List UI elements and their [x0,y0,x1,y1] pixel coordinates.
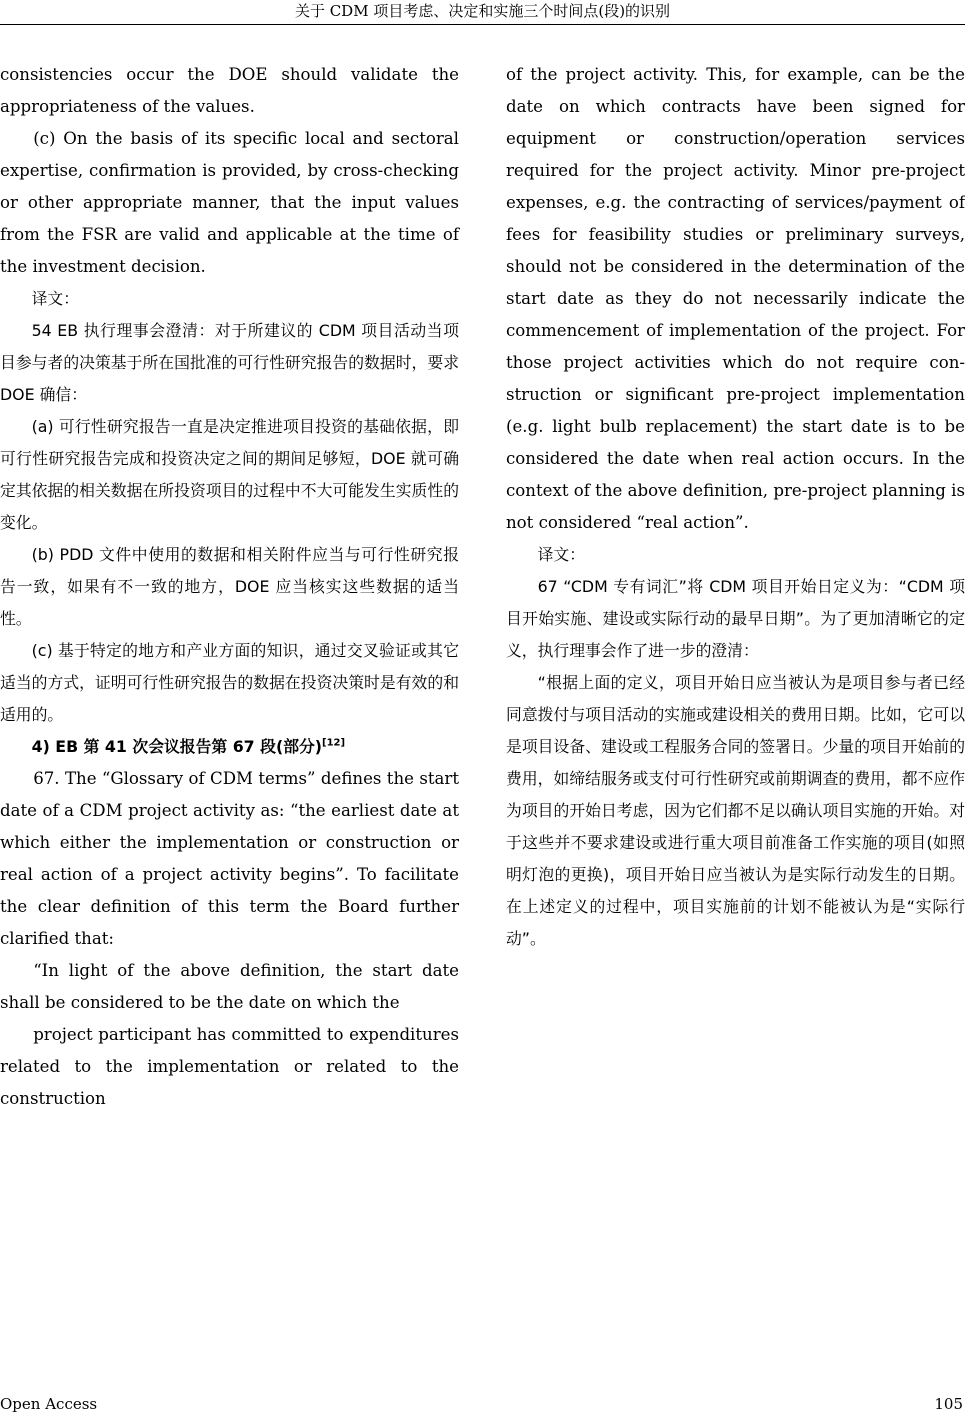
left-paragraph-quote: “In light of the above definition, the start date shall be considered to be the date on which the [0,961,459,1012]
footer-journal: Open Access [0,1395,98,1413]
right-paragraph-67: 67 “CDM 专有词汇”将 CDM 项目开始日定义为：“CDM 项目开始实施、建设或实际行动的最早日期”。为了更加清晰它的定义，执行理事会作了进一步的澄清： [506,577,965,660]
left-paragraph-continued: project participant has committed to expenditures related to the implementation or related to the construction [0,1025,459,1108]
translation-label-2: 译文： [537,545,585,564]
running-header: 关于 CDM 项目考虑、决定和实施三个时间点(段)的识别 [294,2,671,20]
left-column [0,59,459,1115]
left-paragraph-67: 67. The “Glossary of CDM terms” defines the start date of a CDM project activity as: “the earliest date at which either the implementation or construction or real action of a project activity begins”. To facilitate the clear definition of this term the Board further clarified that: [0,769,459,948]
translation-label: 译文： [31,289,79,308]
page-number: 105 [934,1395,963,1413]
left-paragraph-a: (a) 可行性研究报告一直是决定推进项目投资的基础依据，即可行性研究报告完成和投资决定之间的期间足够短，DOE 就可确定其依据的相关数据在所投资项目的过程中不大可能发生实质性的变化。 [0,417,459,532]
left-paragraph-1: consistencies occur the DOE should validate the appropriateness of the values. [0,65,459,116]
right-paragraph-1: of the project activity. This, for example, can be the date on which contracts have been signed for equipment or construction/operation services required for the project activity. Minor pre-project expenses, e.g. the contracting of services/payment of fees for feasibility studies or preliminary surveys, should not be considered in the determination of the start date as they do not necessarily indicate the commencement of implementation of the project. For those project activities which do not require construction or significant pre-project implementation (e.g. light bulb replacement) the start date is to be considered the date when real action occurs. In the context of the above definition, pre-project planning is not considered “real action”. [506,65,965,532]
left-paragraph-c: (c) 基于特定的地方和产业方面的知识，通过交叉验证或其它适当的方式，证明可行性研究报告的数据在投资决策时是有效的和适用的。 [0,641,459,724]
header-rule [0,24,965,25]
right-column [506,59,965,955]
section-heading-text: 4) EB 第 41 次会议报告第 67 段(部分) [31,737,323,756]
right-paragraph-quote: “根据上面的定义，项目开始日应当被认为是项目参与者已经同意拨付与项目活动的实施或建设相关的费用日期。比如，它可以是项目设备、建设或工程服务合同的签署日。少量的项目开始前的费用，如缔结服务或支付可行性研究或前期调查的费用，都不应作为项目的开始日考虑，因为它们都不足以确认项目实施的开始。对于这些并不要求建设或进行重大项目前准备工作实施的项目(如照明灯泡的更换)，项目开始日应当被认为是实际行动发生的日期。在上述定义的过程中，项目实施前的计划不能被认为是“实际行动”。 [506,673,965,948]
section-heading [0,731,459,763]
left-paragraph-54: 54 EB 执行理事会澄清：对于所建议的 CDM 项目活动当项目参与者的决策基于所在国批准的可行性研究报告的数据时，要求 DOE 确信： [0,321,459,404]
citation-ref: [12] [322,737,346,749]
left-paragraph-2: (c) On the basis of its specific local and sectoral expertise, confirmation is provided, by cross-checking or other appropriate manner, that the input values from the FSR are valid and applicable at the time of the investment decision. [0,129,459,276]
left-paragraph-b: (b) PDD 文件中使用的数据和相关附件应当与可行性研究报告一致，如果有不一致的地方，DOE 应当核实这些数据的适当性。 [0,545,459,628]
